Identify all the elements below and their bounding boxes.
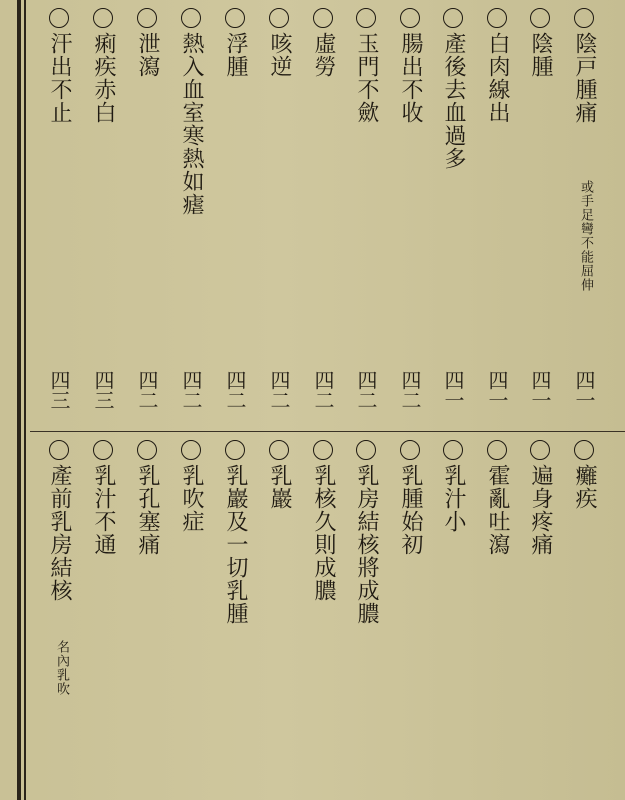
circle-mark-icon [487,440,507,460]
lower-entry-6: 乳房結核將成膿 [353,440,379,625]
circle-mark-icon [530,8,550,28]
upper-entry-7: 虛勞 [310,8,336,78]
upper-entry-4: 產後去血過多 [440,8,466,170]
page-number-11: 四二 [135,370,159,410]
lower-entry-12: 乳汁不通 [90,440,116,556]
lower-entry-3: 霍亂吐瀉 [484,440,510,556]
lower-entry-11: 乳孔塞痛 [134,440,160,556]
page-number-8: 四二 [267,370,291,410]
circle-mark-icon [181,440,201,460]
page-border-outer [17,0,21,800]
lower-entry-1: 癱疾 [571,440,597,510]
circle-mark-icon [137,440,157,460]
lower-note: 名內乳吹 [54,640,69,696]
circle-mark-icon [574,8,594,28]
circle-mark-icon [49,8,69,28]
page-number-5: 四二 [398,370,422,410]
circle-mark-icon [269,440,289,460]
page-number-12: 四三 [91,370,115,410]
circle-mark-icon [574,440,594,460]
lower-entry-10: 乳吹症 [178,440,204,533]
upper-entry-6: 玉門不歛 [353,8,379,124]
lower-entry-9: 乳巖及一切乳腫 [222,440,248,625]
lower-entry-8: 乳巖 [266,440,292,510]
page-number-2: 四一 [528,370,552,410]
upper-entry-11: 泄瀉 [134,8,160,78]
circle-mark-icon [93,8,113,28]
circle-mark-icon [181,8,201,28]
circle-mark-icon [137,8,157,28]
lower-entry-5: 乳腫始初 [397,440,423,556]
lower-entry-2: 遍身疼痛 [527,440,553,556]
upper-entry-10: 熱入血室寒熱如瘧 [178,8,204,216]
upper-entry-3: 白肉線出 [484,8,510,124]
page-number-3: 四一 [485,370,509,410]
page-number-1: 四一 [572,370,596,410]
circle-mark-icon [225,440,245,460]
lower-entry-13: 產前乳房結核 [46,440,72,602]
circle-mark-icon [356,440,376,460]
upper-note: 或手足彎不能屈伸 [578,180,593,292]
page-number-4: 四一 [441,370,465,410]
section-divider [30,431,625,432]
circle-mark-icon [400,440,420,460]
upper-entry-2: 陰腫 [527,8,553,78]
page-border-inner [24,0,26,800]
upper-entry-8: 咳逆 [266,8,292,78]
page-number-7: 四二 [311,370,335,410]
circle-mark-icon [49,440,69,460]
circle-mark-icon [356,8,376,28]
circle-mark-icon [269,8,289,28]
lower-entry-4: 乳汁小 [440,440,466,533]
upper-entry-12: 痢疾赤白 [90,8,116,124]
circle-mark-icon [225,8,245,28]
upper-entry-1: 陰戸腫痛 [571,8,597,124]
upper-entry-5: 腸出不收 [397,8,423,124]
upper-entry-13: 汗出不止 [46,8,72,124]
circle-mark-icon [93,440,113,460]
circle-mark-icon [313,440,333,460]
circle-mark-icon [400,8,420,28]
circle-mark-icon [487,8,507,28]
page-number-13: 四三 [47,370,71,410]
page-number-6: 四二 [354,370,378,410]
upper-entry-9: 浮腫 [222,8,248,78]
circle-mark-icon [313,8,333,28]
circle-mark-icon [443,8,463,28]
circle-mark-icon [530,440,550,460]
circle-mark-icon [443,440,463,460]
page-number-10: 四二 [179,370,203,410]
lower-entry-7: 乳核久則成膿 [310,440,336,602]
page-number-9: 四二 [223,370,247,410]
